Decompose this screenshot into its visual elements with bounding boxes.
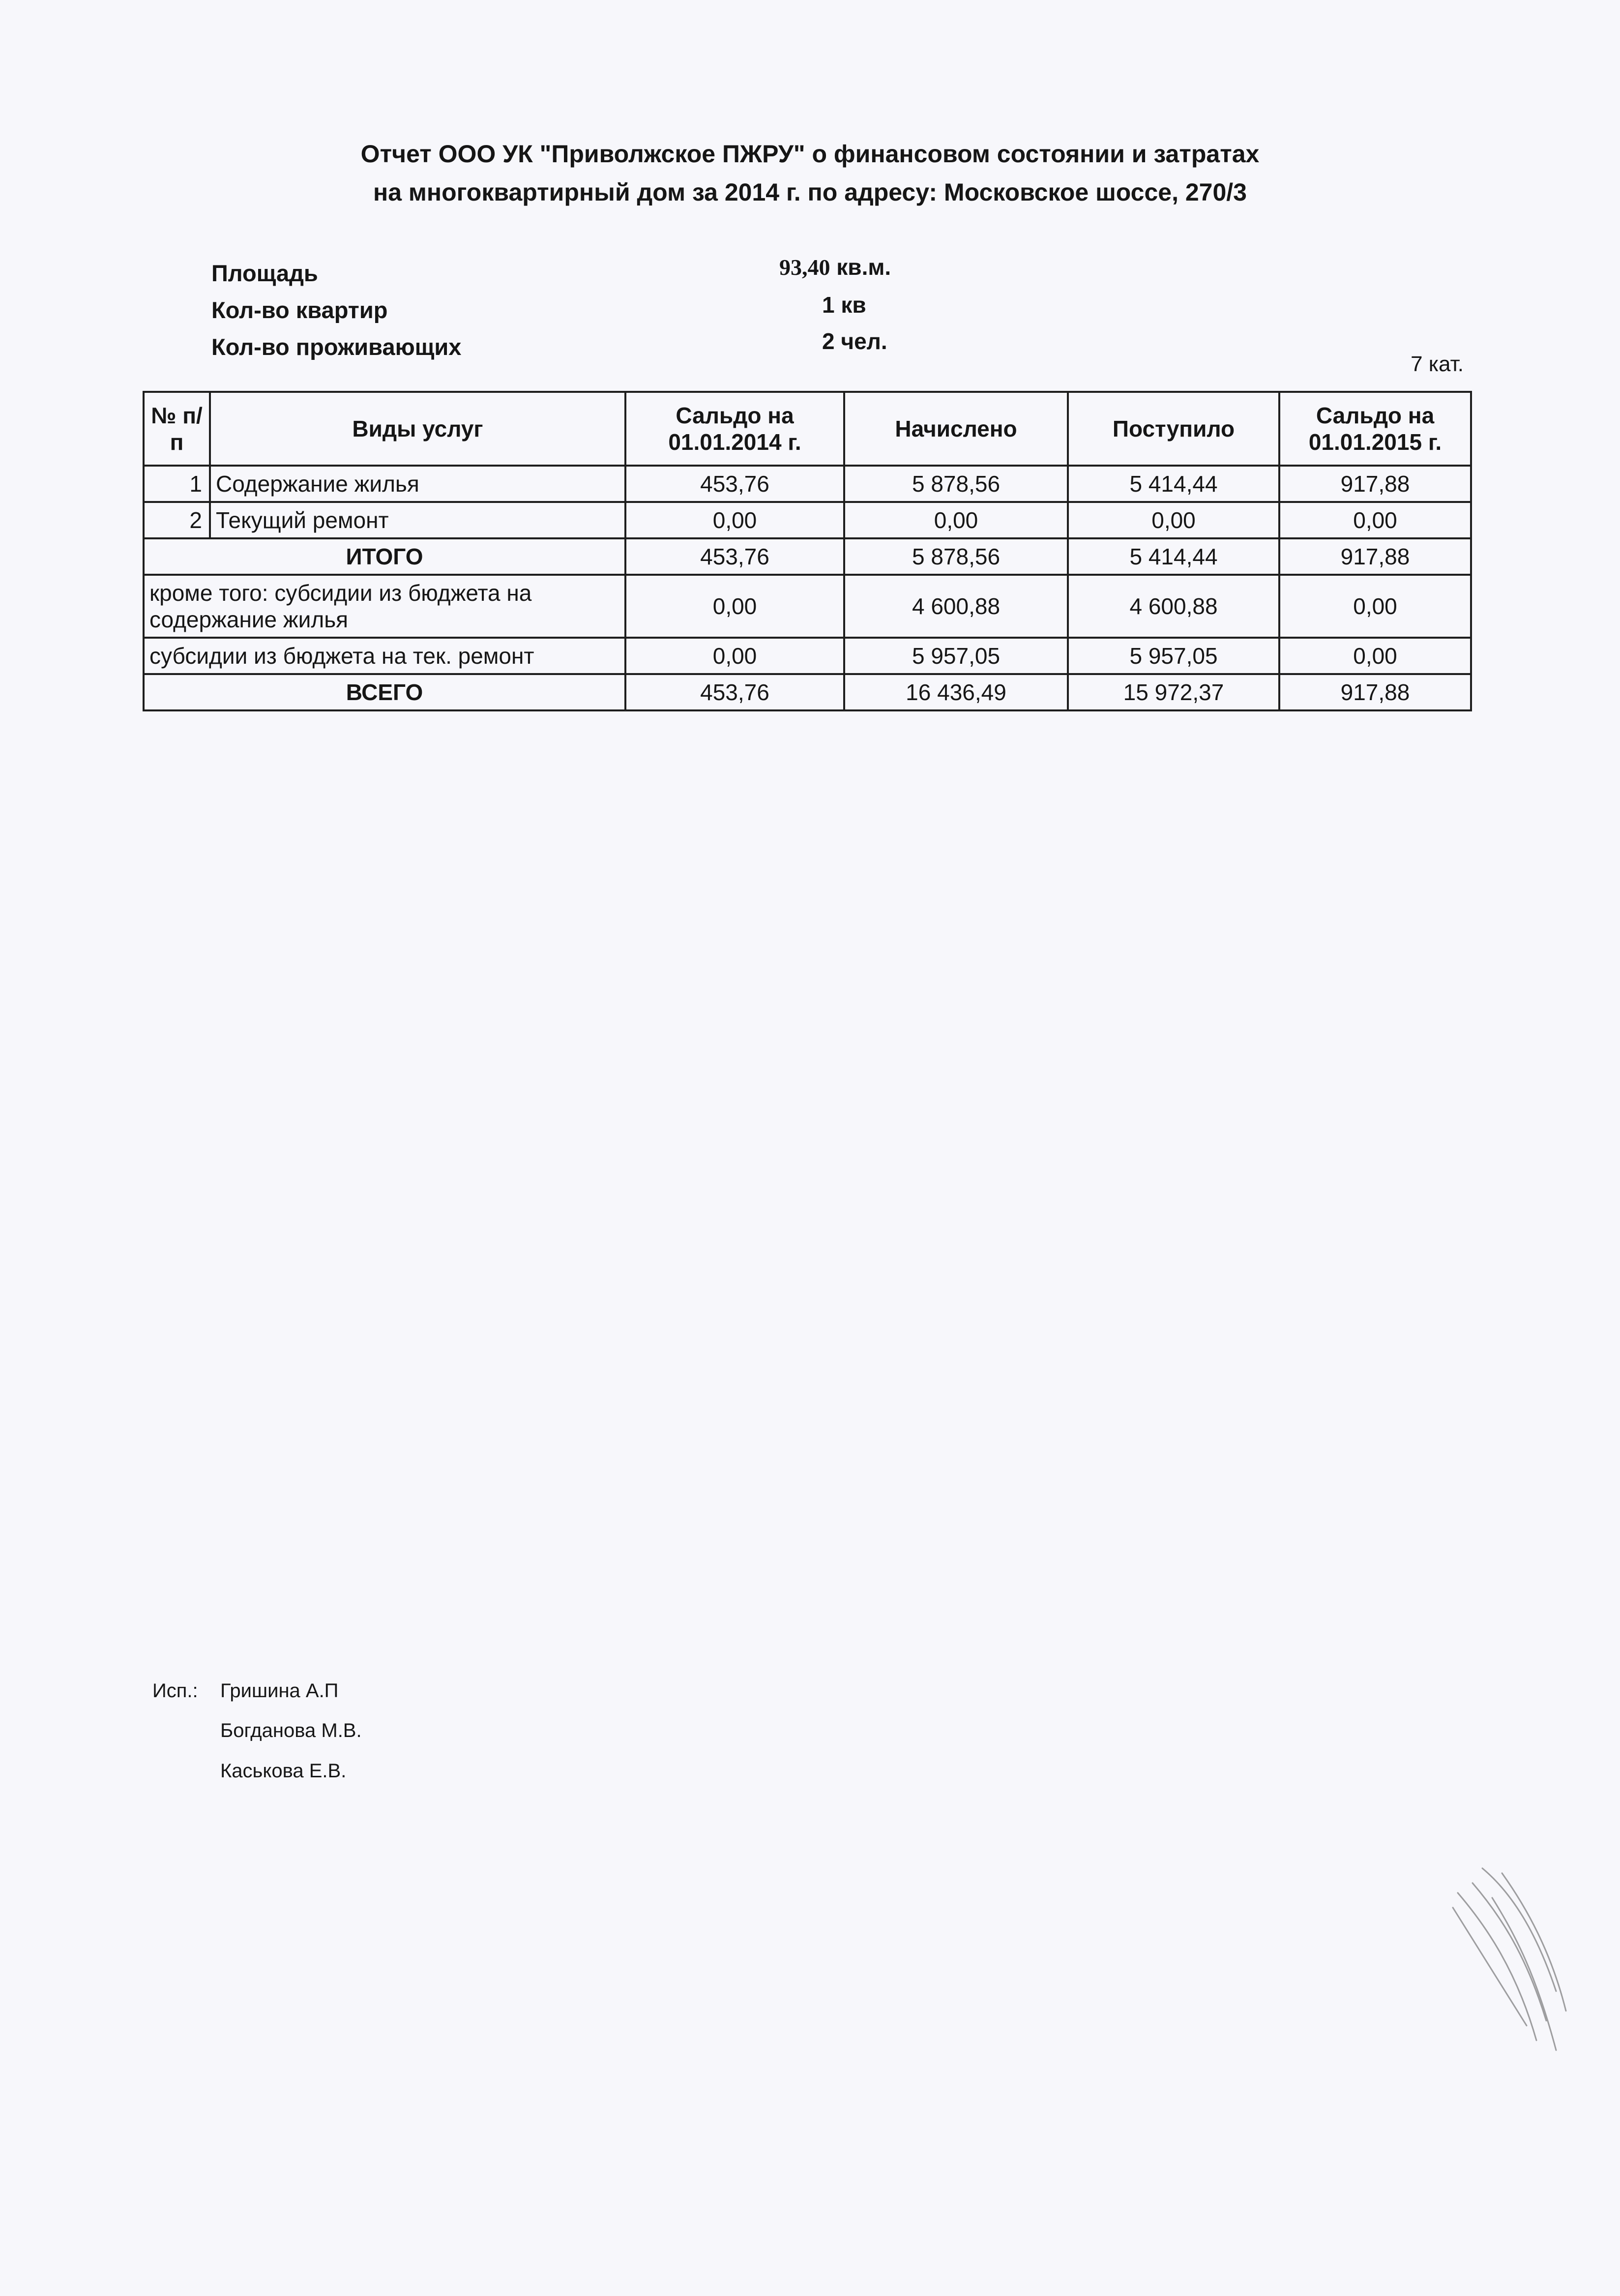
- subsidy-repair-received: 5 957,05: [1068, 638, 1279, 674]
- subsidy-repair-charged: 5 957,05: [844, 638, 1068, 674]
- total-row: [144, 538, 1471, 575]
- header-balance-end: Сальдо на 01.01.2015 г.: [1279, 392, 1471, 466]
- header-balance-start: Сальдо на 01.01.2014 г.: [625, 392, 844, 466]
- total-balance-start: 453,76: [625, 538, 844, 575]
- area-value: [779, 254, 891, 280]
- row-num: 2: [144, 502, 210, 538]
- subsidy-maintenance-label: кроме того: субсидии из бюджета на содержание жилья: [144, 575, 625, 638]
- row-charged: 0,00: [844, 502, 1068, 538]
- grand-total-row: [144, 674, 1471, 710]
- area-unit: кв.м.: [836, 254, 891, 280]
- header-received: Поступило: [1068, 392, 1279, 466]
- row-received: 5 414,44: [1068, 466, 1279, 502]
- subsidy-maintenance-received: 4 600,88: [1068, 575, 1279, 638]
- subsidy-repair-balance-end: 0,00: [1279, 638, 1471, 674]
- total-received: 5 414,44: [1068, 538, 1279, 575]
- grand-total-label: ВСЕГО: [144, 674, 625, 710]
- row-service-name: Текущий ремонт: [210, 502, 625, 538]
- row-service-name: Содержание жилья: [210, 466, 625, 502]
- building-category: 7 кат.: [1411, 352, 1464, 376]
- subsidy-maintenance-balance-start: 0,00: [625, 575, 844, 638]
- grand-total-balance-end: 917,88: [1279, 674, 1471, 710]
- report-title-line-2: на многоквартирный дом за 2014 г. по адресу: Московское шоссе, 270/3: [373, 178, 1247, 206]
- row-charged: 5 878,56: [844, 466, 1068, 502]
- row-balance-end: 0,00: [1279, 502, 1471, 538]
- header-charged: Начислено: [844, 392, 1068, 466]
- total-balance-end: 917,88: [1279, 538, 1471, 575]
- grand-total-balance-start: 453,76: [625, 674, 844, 710]
- report-title-line-1: Отчет ООО УК "Приволжское ПЖРУ" о финансовом состоянии и затратах: [360, 140, 1260, 168]
- subsidy-maintenance-balance-end: 0,00: [1279, 575, 1471, 638]
- header-num: № п/п: [144, 392, 210, 466]
- table-row: [144, 466, 1471, 502]
- ink-smudge-mark: [1443, 1863, 1591, 2070]
- apartments-value: 1 кв: [822, 292, 866, 318]
- row-balance-start: 0,00: [625, 502, 844, 538]
- financial-report-table: [143, 391, 1472, 711]
- area-label: Площадь: [211, 260, 318, 286]
- row-balance-start: 453,76: [625, 466, 844, 502]
- residents-value: 2 чел.: [822, 328, 887, 354]
- total-charged: 5 878,56: [844, 538, 1068, 575]
- header-services: Виды услуг: [210, 392, 625, 466]
- total-label: ИТОГО: [144, 538, 625, 575]
- executor-name: Гришина А.П: [220, 1680, 339, 1702]
- row-balance-end: 917,88: [1279, 466, 1471, 502]
- table-row: [144, 502, 1471, 538]
- executor-name: Каськова Е.В.: [220, 1760, 347, 1782]
- subsidy-maintenance-row: [144, 575, 1471, 638]
- apartments-label: Кол-во квартир: [211, 297, 388, 323]
- area-number: 93,40: [779, 255, 830, 280]
- executors-label: Исп.:: [152, 1680, 198, 1702]
- grand-total-charged: 16 436,49: [844, 674, 1068, 710]
- row-received: 0,00: [1068, 502, 1279, 538]
- row-num: 1: [144, 466, 210, 502]
- subsidy-repair-balance-start: 0,00: [625, 638, 844, 674]
- grand-total-received: 15 972,37: [1068, 674, 1279, 710]
- subsidy-repair-label: субсидии из бюджета на тек. ремонт: [144, 638, 625, 674]
- executor-name: Богданова М.В.: [220, 1720, 362, 1741]
- table-header-row: [144, 392, 1471, 466]
- residents-label: Кол-во проживающих: [211, 334, 462, 360]
- subsidy-repair-row: [144, 638, 1471, 674]
- subsidy-maintenance-charged: 4 600,88: [844, 575, 1068, 638]
